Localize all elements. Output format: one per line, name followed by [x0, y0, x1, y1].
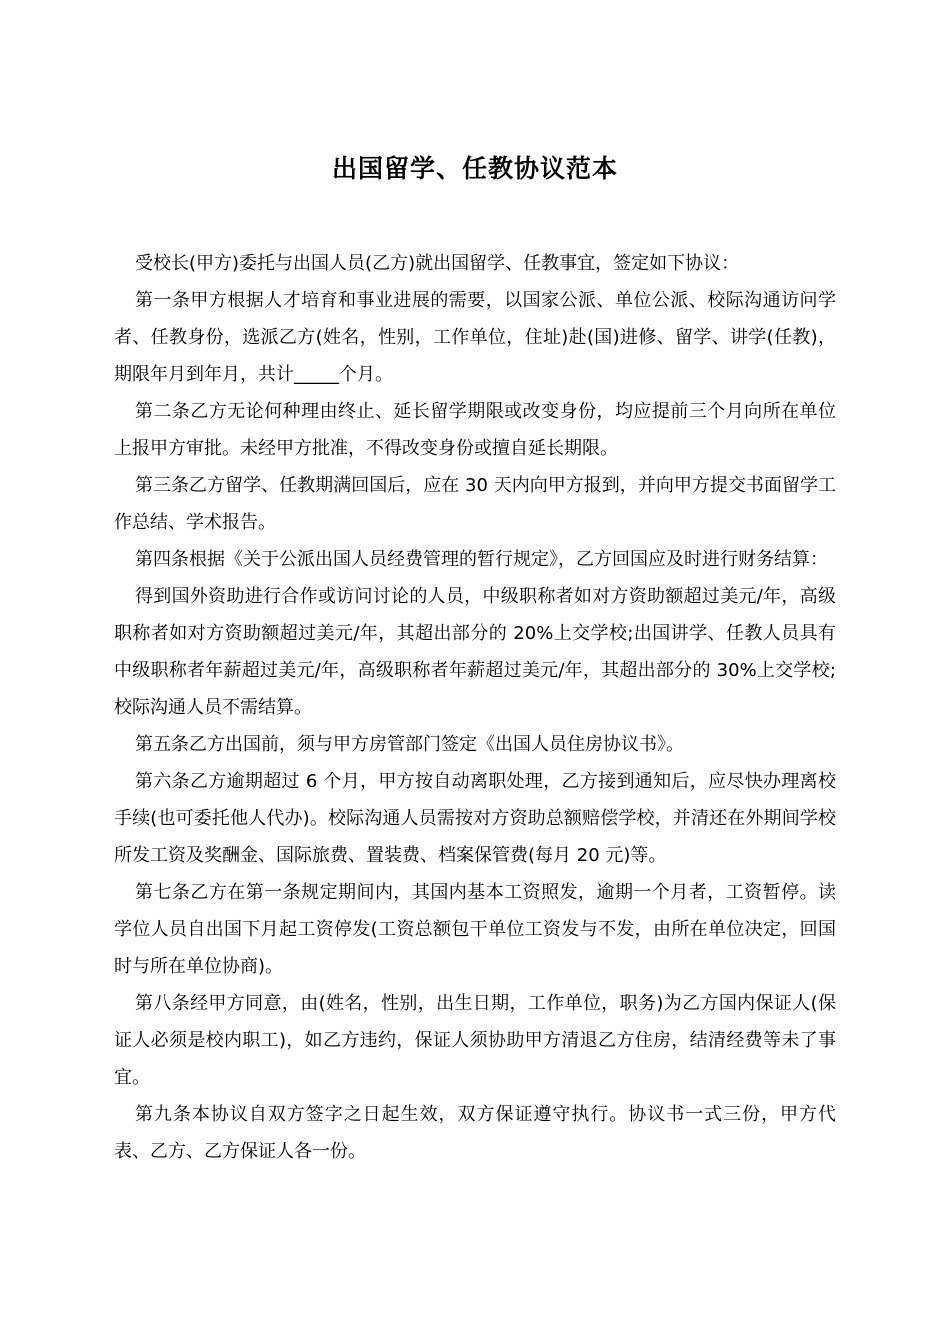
paragraph-article-1: 第一条甲方根据人才培育和事业进展的需要，以国家公派、单位公派、校际沟通访问学者、任教身份，选派乙方(姓名，性别，工作单位，住址)赴(国)进修、留学、讲学(任教)，期限年月到年月，共计_____个月。: [114, 290, 836, 385]
paragraph-intro: 受校长(甲方)委托与出国人员(乙方)就出国留学、任教事宜，签定如下协议：: [135, 253, 740, 274]
paragraph-article-8: 第八条经甲方同意，由(姓名，性别，出生日期，工作单位，职务)为乙方国内保证人(保证人必须是校内职工)，如乙方违约，保证人须协助甲方清退乙方住房，结清经费等未了事宜。: [114, 993, 836, 1088]
paragraph-article-4-detail: 得到国外资助进行合作或访问讨论的人员，中级职称者如对方资助额超过美元/年，高级职称者如对方资助额超过美元/年，其超出部分的 20%上交学校;出国讲学、任教人员具有中级职称者年薪超过美元/年，高级职称者年薪超过美元/年，其超出部分的 30%上交学校;校际沟通人员不需结算。: [114, 586, 836, 718]
paragraph-article-3: 第三条乙方留学、任教期满回国后，应在 30 天内向甲方报到，并向甲方提交书面留学工作总结、学术报告。: [114, 475, 836, 533]
paragraph-article-5: 第五条乙方出国前，须与甲方房管部门签定《出国人员住房协议书》。: [135, 734, 684, 755]
paragraph-article-7: 第七条乙方在第一条规定期间内，其国内基本工资照发，逾期一个月者，工资暂停。读学位人员自出国下月起工资停发(工资总额包干单位工资发与不发，由所在单位决定，回国时与所在单位协商)。: [114, 882, 836, 977]
document-title: 出国留学、任教协议范本: [331, 153, 618, 183]
paragraph-article-6: 第六条乙方逾期超过 6 个月，甲方按自动离职处理，乙方接到通知后，应尽快办理离校手续(也可委托他人代办)。校际沟通人员需按对方资助总额赔偿学校，并清还在外期间学校所发工资及奖酬金、国际旅费、置装费、档案保管费(每月 20 元)等。: [114, 771, 836, 866]
paragraph-article-4: 第四条根据《关于公派出国人员经费管理的暂行规定》，乙方回国应及时进行财务结算：: [135, 549, 828, 570]
paragraph-article-9: 第九条本协议自双方签字之日起生效，双方保证遵守执行。协议书一式三份，甲方代表、乙方、乙方保证人各一份。: [114, 1104, 836, 1162]
document-body: [114, 245, 836, 1170]
paragraph-article-2: 第二条乙方无论何种理由终止、延长留学期限或改变身份，均应提前三个月向所在单位上报甲方审批。未经甲方批准，不得改变身份或擅自延长期限。: [114, 401, 836, 459]
